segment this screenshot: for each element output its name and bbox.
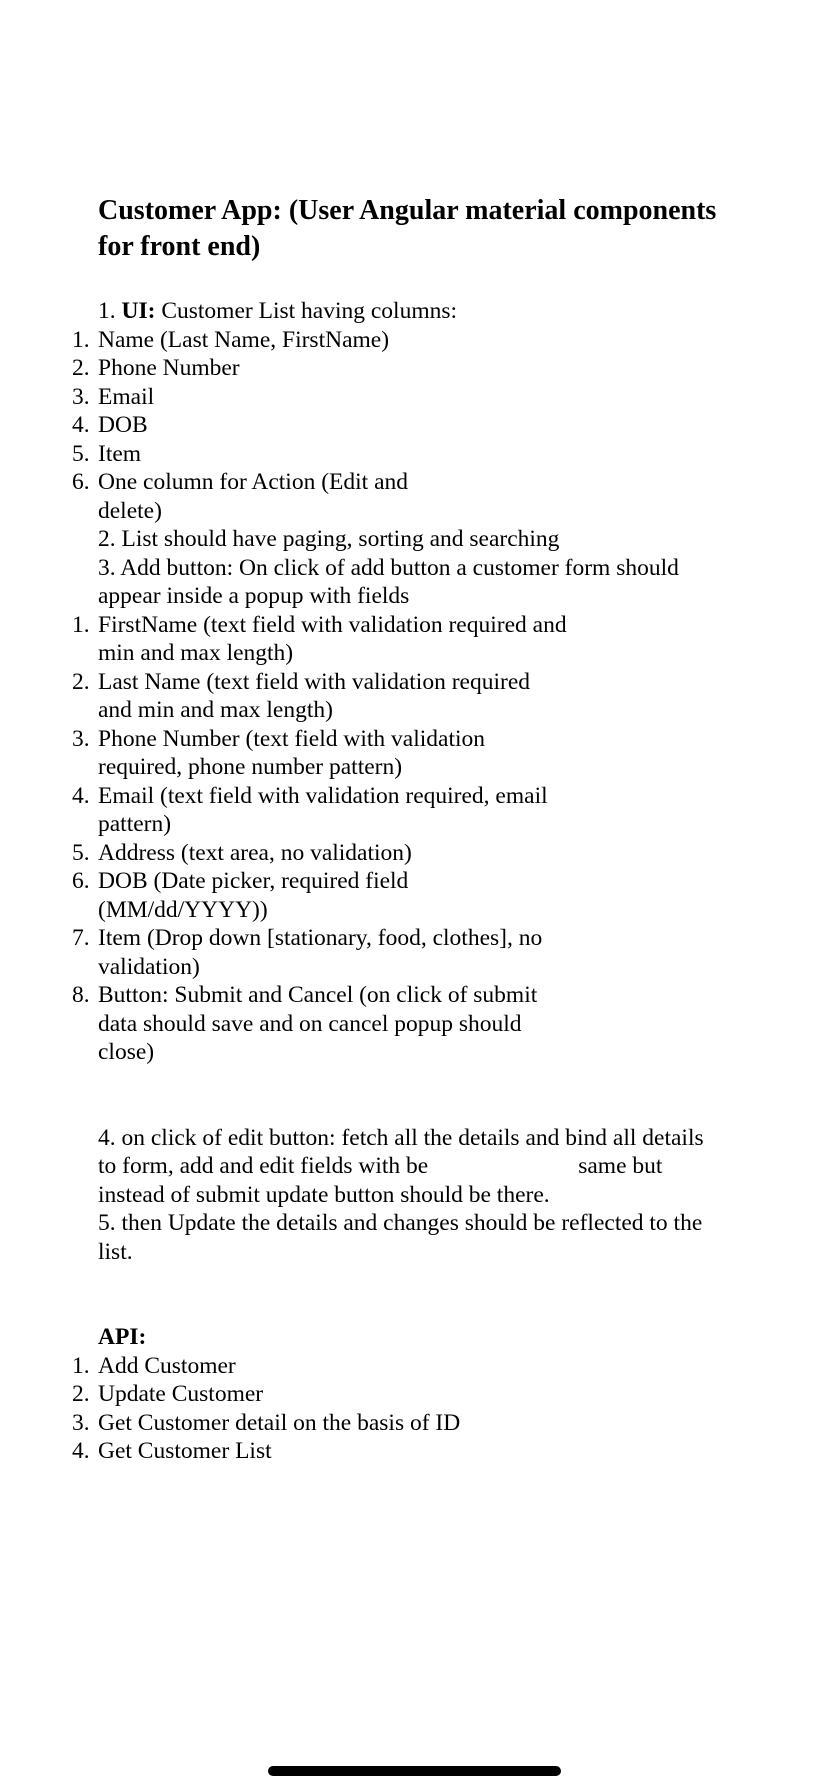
form-field-list — [72, 611, 568, 1067]
point-5: 5. then Update the details and changes should be reflected to the list. — [98, 1210, 703, 1265]
api-heading: API: — [98, 1324, 147, 1350]
api-list — [72, 1352, 738, 1466]
list-item: 2. Last Name (text field with validation required and min and max length) — [72, 668, 530, 723]
list-item: 6. One column for Action (Edit and delete) — [72, 469, 408, 524]
list-item: 8. Button: Submit and Cancel (on click of submit data should save and on cancel popup should close) — [72, 982, 538, 1065]
list-item: 1. Name (Last Name, FirstName) — [72, 326, 390, 353]
list-item: 1. Add Customer — [72, 1352, 236, 1379]
document-title: Customer App: (User Angular material components for front end) — [98, 195, 717, 262]
list-item: 6. DOB (Date picker, required field (MM/dd/YYYY)) — [72, 868, 409, 923]
section-ui-heading — [98, 297, 738, 326]
list-item: 5. Address (text area, no validation) — [72, 839, 412, 866]
point-2: 2. List should have paging, sorting and searching — [98, 526, 560, 552]
list-item: 3. Email — [72, 383, 155, 410]
list-item: 2. Update Customer — [72, 1381, 264, 1407]
section-ui-text: Customer List having columns: — [155, 298, 458, 324]
list-item: 2. Phone Number — [72, 355, 240, 381]
list-item: 7. Item (Drop down [stationary, food, clothes], no validation) — [72, 925, 543, 980]
list-item: 5. Item — [72, 440, 142, 467]
home-indicator[interactable] — [268, 1766, 561, 1776]
point-3: 3. Add button: On click of add button a customer form should appear inside a popup with fields — [98, 554, 679, 609]
point-4-line-3: instead of submit update button should be there. — [98, 1181, 550, 1208]
column-list — [72, 326, 438, 526]
list-item: 3. Get Customer detail on the basis of ID — [72, 1409, 461, 1436]
list-item: 4. Get Customer List — [72, 1438, 272, 1464]
point-4-line-2: to form, add and edit fields with be same but — [98, 1153, 663, 1179]
point-4-line-1: 4. on click of edit button: fetch all the details and bind all details — [98, 1124, 704, 1151]
section-ui-label: UI: — [121, 298, 156, 324]
list-item: 3. Phone Number (text field with validation required, phone number pattern) — [72, 725, 486, 780]
list-item: 4. Email (text field with validation required, email pattern) — [72, 782, 548, 837]
document-body — [72, 193, 738, 1466]
section-ui-number: 1. — [98, 298, 116, 324]
list-item: 4. DOB — [72, 412, 148, 438]
list-item: 1. FirstName (text field with validation required and min and max length) — [72, 611, 567, 666]
